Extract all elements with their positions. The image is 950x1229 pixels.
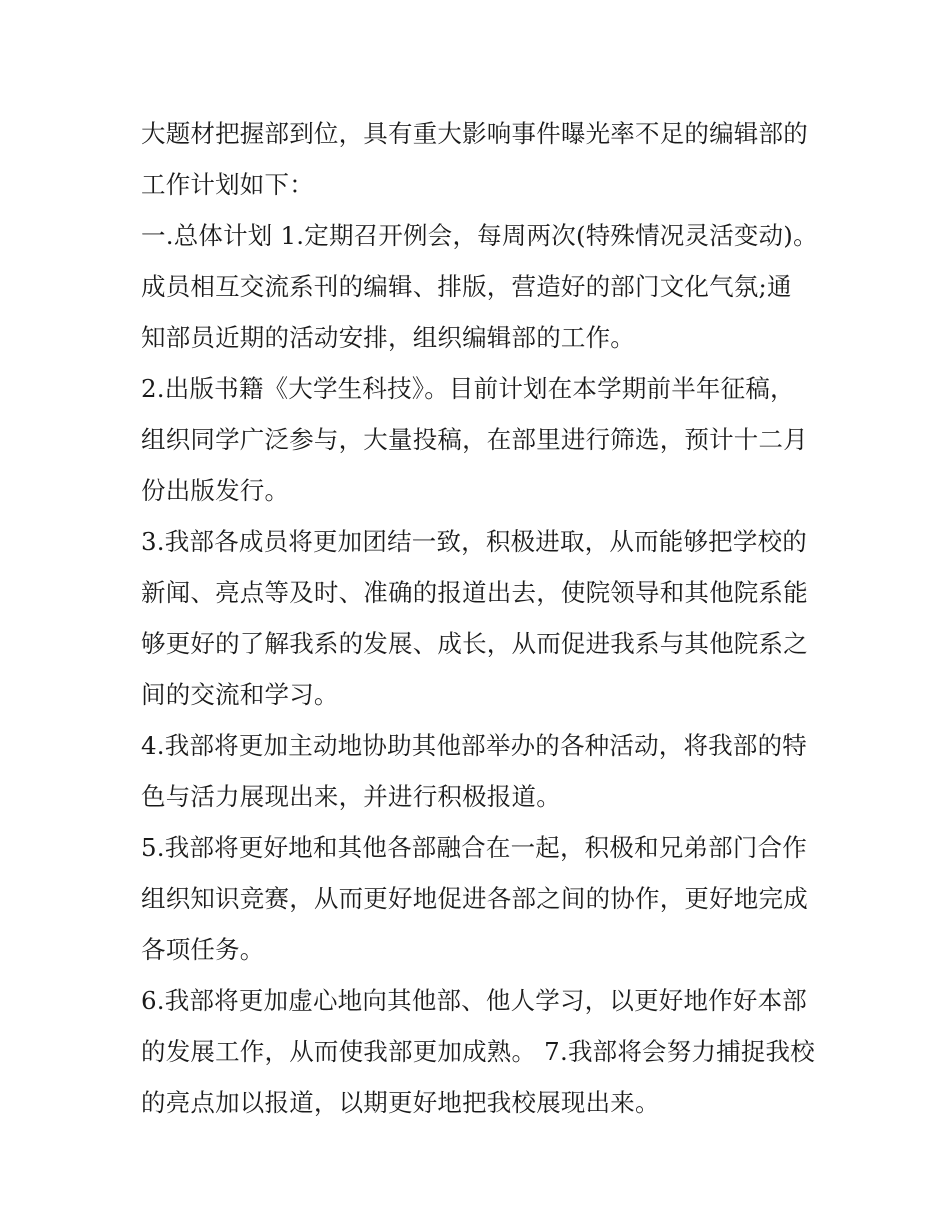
- text-line: 知部员近期的活动安排，组织编辑部的工作。: [141, 323, 635, 352]
- text-line: 份出版发行。: [141, 476, 290, 505]
- text-line: 色与活力展现出来，并进行积极报道。: [141, 782, 561, 811]
- text-line: 工作计划如下：: [141, 170, 314, 199]
- text-line: 一.总体计划 1.定期召开例会，每周两次(特殊情况灵活变动)。: [141, 221, 818, 250]
- text-line: 组织同学广泛参与，大量投稿，在部里进行筛选，预计十二月: [141, 425, 808, 454]
- text-line: 间的交流和学习。: [141, 680, 339, 709]
- text-line: 各项任务。: [141, 935, 265, 964]
- text-line: 的亮点加以报道，以期更好地把我校展现出来。: [141, 1088, 660, 1117]
- document-body: [141, 108, 821, 1128]
- text-line: 成员相互交流系刊的编辑、排版，营造好的部门文化气氛;通: [141, 272, 792, 301]
- text-line: 够更好的了解我系的发展、成长，从而促进我系与其他院系之: [141, 629, 808, 658]
- text-line: 4.我部将更加主动地协助其他部举办的各种活动，将我部的特: [141, 731, 807, 760]
- text-line: 3.我部各成员将更加团结一致，积极进取，从而能够把学校的: [141, 527, 807, 556]
- text-line: 的发展工作，从而使我部更加成熟。 7.我部将会努力捕捉我校: [141, 1037, 815, 1066]
- text-line: 组织知识竞赛，从而更好地促进各部之间的协作，更好地完成: [141, 884, 808, 913]
- text-line: 6.我部将更加虚心地向其他部、他人学习，以更好地作好本部: [141, 986, 807, 1015]
- text-line: 2.出版书籍《大学生科技》。目前计划在本学期前半年征稿，: [141, 374, 795, 403]
- text-line: 新闻、亮点等及时、准确的报道出去，使院领导和其他院系能: [141, 578, 808, 607]
- text-line: 大题材把握部到位，具有重大影响事件曝光率不足的编辑部的: [141, 119, 808, 148]
- text-line: 5.我部将更好地和其他各部融合在一起，积极和兄弟部门合作: [141, 833, 807, 862]
